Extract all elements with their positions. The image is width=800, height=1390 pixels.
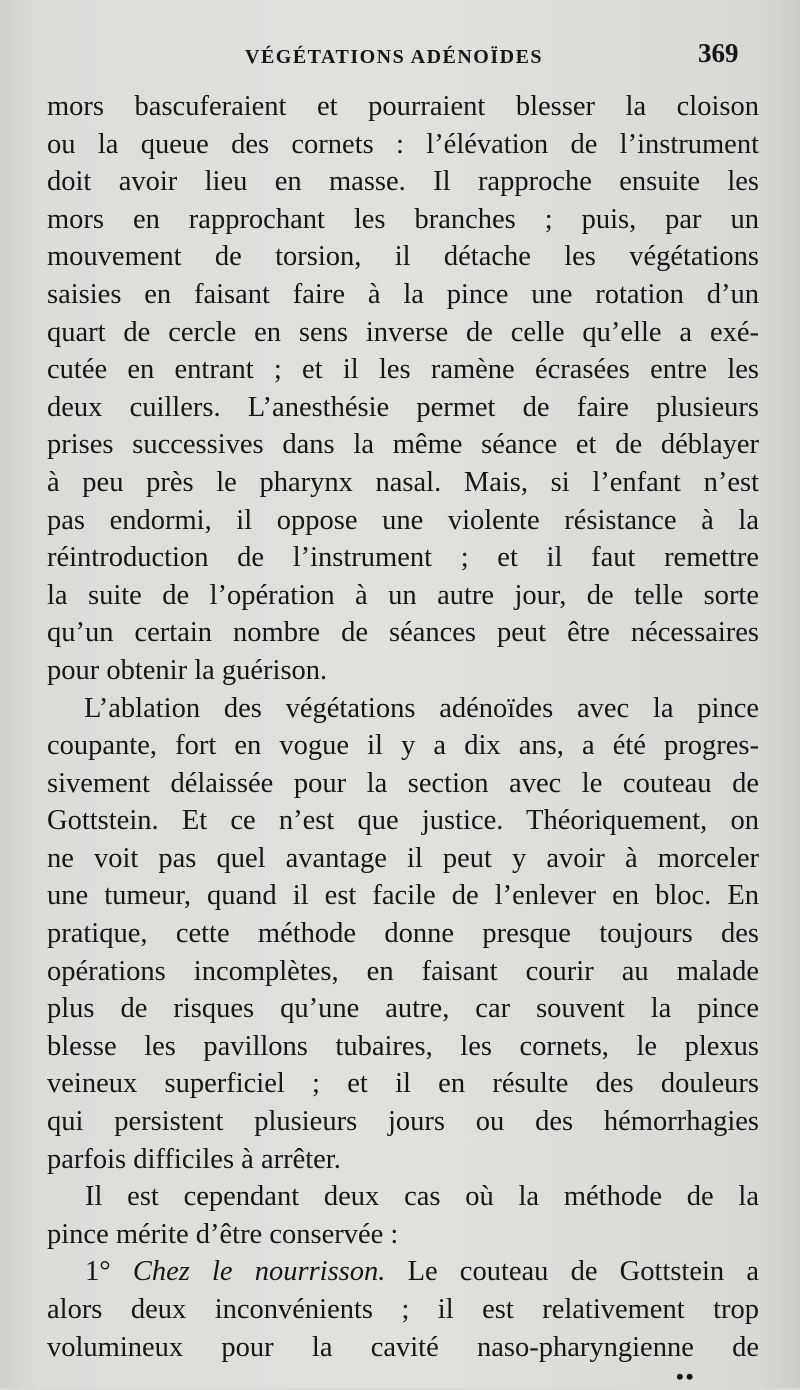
running-head (0, 38, 800, 78)
text-line: cutée en entrant ; et il les ramène écrasées entre les (47, 354, 759, 386)
text-line: mors bascuferaient et pourraient blesser la cloison (47, 91, 759, 122)
numbered-item-line (47, 1253, 759, 1291)
text-line: saisies en faisant faire à la pince une rotation d’un (47, 278, 759, 310)
text-line: ou la queue des cornets : l’élévation de l’instrument (47, 128, 759, 160)
text-line: coupante, fort en vogue il y a dix ans, a été progres- (47, 730, 759, 762)
text-line: doit avoir lieu en masse. Il rapproche ensuite les (47, 166, 759, 198)
text-line: alors deux inconvénients ; il est relativement trop (47, 1294, 759, 1325)
text-line: volumineux pour la cavité naso-pharyngienne de (47, 1331, 759, 1363)
text-line: Gottstein. Et ce n’est que justice. Théoriquement, on (47, 805, 759, 837)
text-line: la suite de l’opération à un autre jour, de telle sorte (47, 579, 759, 611)
item-heading: Chez le nourrisson. (132, 1256, 386, 1288)
text-line: plus de risques qu’une autre, car souvent la pince (47, 993, 759, 1025)
text-line: à peu près le pharynx nasal. Mais, si l’enfant n’est (47, 466, 759, 498)
text-line: réintroduction de l’instrument ; et il faut remettre (47, 542, 759, 574)
paragraph-end-line: pour obtenir la guérison. (47, 654, 328, 686)
text-line: veineux superficiel ; et il en résulte des douleurs (47, 1068, 759, 1100)
text-line: sivement délaissée pour la section avec le couteau de (47, 767, 759, 799)
text-line: opérations incomplètes, en faisant courir au malade (47, 955, 759, 987)
signature-mark: •• (676, 1364, 696, 1389)
text-line: qu’un certain nombre de séances peut être nécessaires (47, 617, 759, 649)
paragraph-end-line: pince mérite d’être conservée : (47, 1218, 399, 1250)
paragraph-start-line: Il est cependant deux cas où la méthode de la (85, 1181, 759, 1213)
text-line: quart de cercle en sens inverse de celle qu’elle a exé- (47, 316, 759, 348)
text-line: qui persistent plusieurs jours ou des hémorrhagies (47, 1106, 759, 1138)
page-number: 369 (698, 38, 739, 68)
text-line: une tumeur, quand il est facile de l’enlever en bloc. En (47, 880, 759, 912)
text-line: prises successives dans la même séance et de déblayer (47, 429, 759, 461)
body-text (47, 88, 759, 1366)
paragraph-end-line: parfois difficiles à arrêter. (47, 1143, 341, 1175)
item-text: Le couteau de Gottstein a (407, 1256, 759, 1288)
item-number: 1° (85, 1256, 111, 1288)
text-line: pratique, cette méthode donne presque toujours des (47, 918, 759, 950)
text-line: mouvement de torsion, il détache les végétations (47, 241, 759, 273)
text-line: blesse les pavillons tubaires, les cornets, le plexus (47, 1030, 759, 1062)
text-line: pas endormi, il oppose une violente résistance à la (47, 504, 759, 536)
running-title: VÉGÉTATIONS ADÉNOÏDES (245, 46, 544, 68)
text-line: ne voit pas quel avantage il peut y avoir à morceler (47, 842, 759, 874)
text-line: deux cuillers. L’anesthésie permet de faire plusieurs (47, 391, 759, 423)
paragraph-start-line: L’ablation des végétations adénoïdes avec la pince (84, 692, 759, 724)
text-line: mors en rapprochant les branches ; puis, par un (47, 203, 759, 235)
